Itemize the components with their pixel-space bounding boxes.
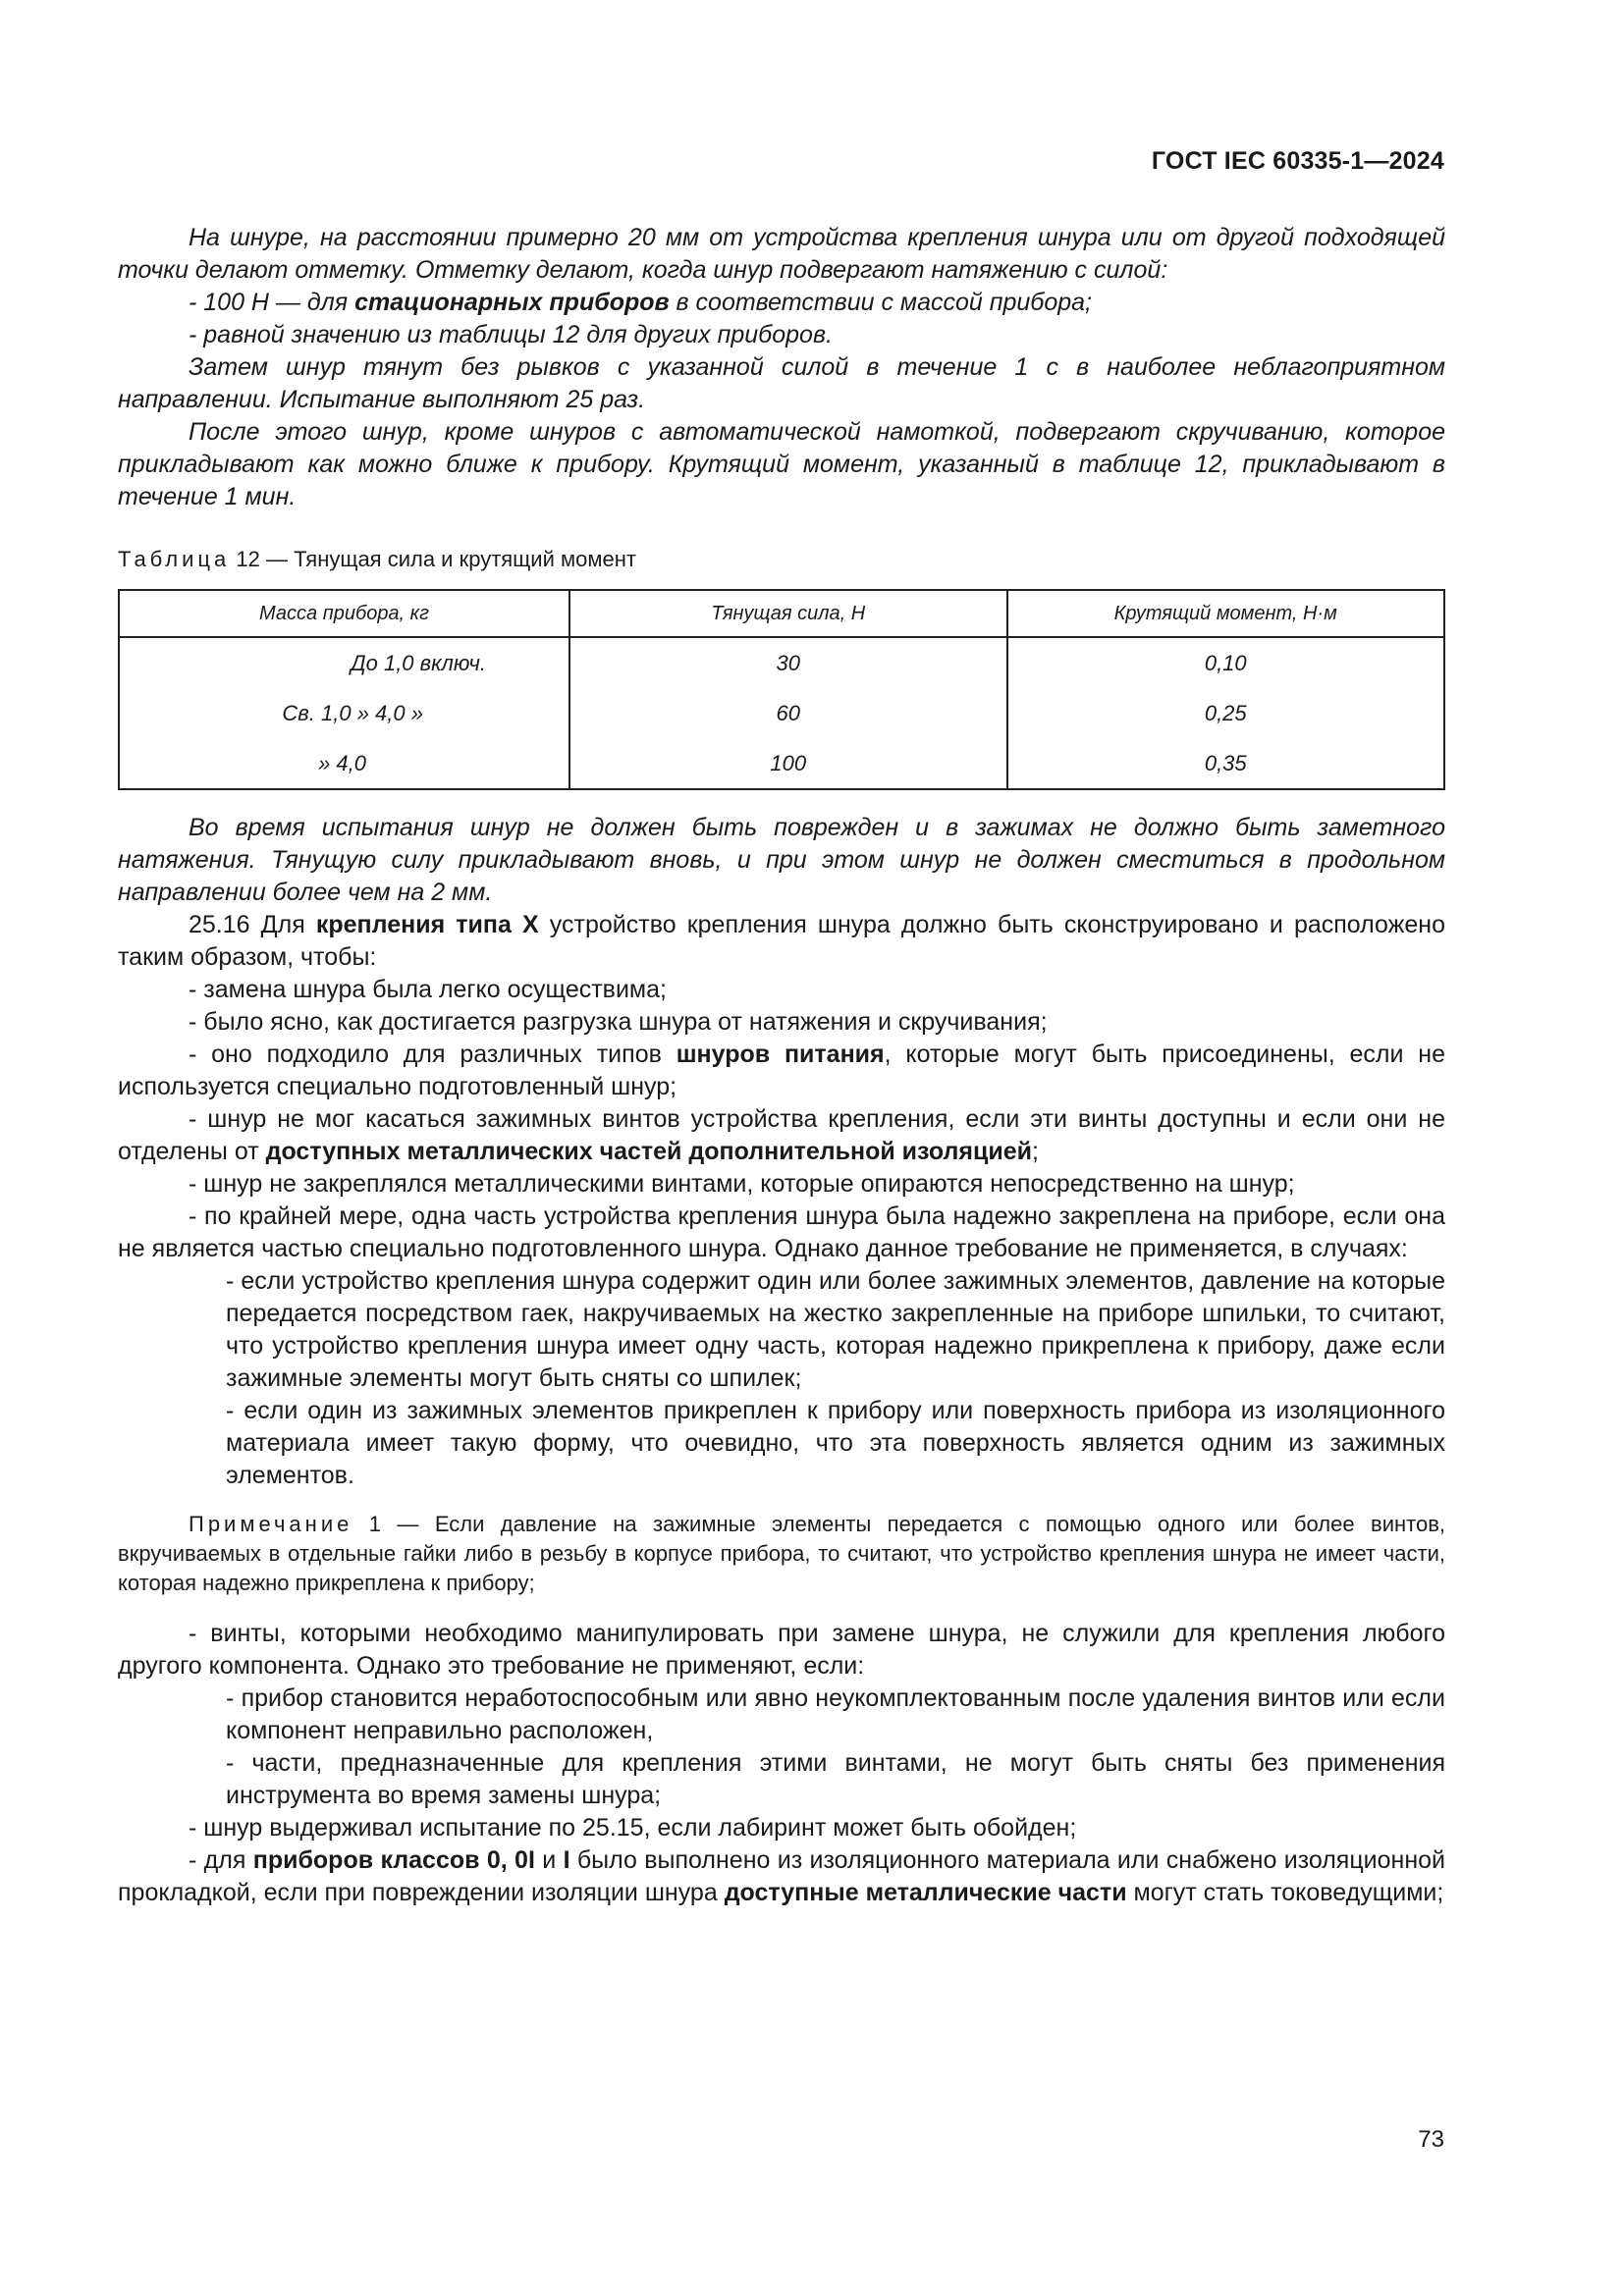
table-row	[119, 637, 1444, 688]
list-item: - шнур не закреплялся металлическими винтами, которые опираются непосредственно на шнур;	[189, 1170, 1295, 1198]
table-cell: 30	[569, 637, 1007, 688]
note-label: Примечание	[189, 1512, 353, 1536]
sub-list-item: - части, предназначенные для крепления этими винтами, не могут быть сняты без применения инструмента во время замены шнура;	[226, 1749, 1445, 1809]
page-number: 73	[1418, 2126, 1444, 2153]
clause-paragraph	[118, 909, 1445, 974]
paragraph: После этого шнур, кроме шнуров с автоматической намоткой, подвергают скручиванию, которое прикладывают как можно ближе к прибору. Крутящий момент, указанный в таблице 12, прикладывают в течение 1 мин.	[118, 418, 1445, 510]
table-row	[119, 688, 1444, 738]
term: крепления типа X	[315, 911, 539, 938]
table-row	[119, 738, 1444, 789]
sub-list-item: - если один из зажимных элементов прикреплен к прибору или поверхность прибора из изоляционного материала имеет такую форму, что очевидно, что эта поверхность является одним из зажимных элементов.	[226, 1397, 1445, 1489]
list-item	[118, 1039, 1445, 1103]
term: доступные металлические части	[724, 1879, 1127, 1906]
column-header: Крутящий момент, Н·м	[1007, 590, 1445, 637]
sub-list-item: - прибор становится неработоспособным или явно неукомплектованным после удаления винтов или если компонент неправильно расположен,	[226, 1684, 1445, 1744]
list-item: - винты, которыми необходимо манипулировать при замене шнура, не служили для крепления любого другого компонента. Однако это требование не применяют, если:	[118, 1620, 1445, 1680]
table-cell: Св. 1,0 » 4,0 »	[119, 688, 569, 738]
term: шнуров питания	[676, 1041, 885, 1068]
paragraph: Во время испытания шнур не должен быть поврежден и в зажимах не должно быть заметного натяжения. Тянущую силу прикладывают вновь, и при этом шнур не должен сместиться в продольном направлении более чем на 2 мм.	[118, 814, 1445, 906]
list-item	[118, 287, 1445, 319]
list-item: - равной значению из таблицы 12 для других приборов.	[189, 321, 833, 348]
text: и	[534, 1846, 564, 1874]
text: - шнур не мог касаться зажимных винтов устройства крепления, если эти винты доступны и если они не отделены от	[118, 1105, 1445, 1165]
column-header: Масса прибора, кг	[119, 590, 569, 637]
column-header: Тянущая сила, Н	[569, 590, 1007, 637]
table-cell: 0,10	[1007, 637, 1445, 688]
table-caption	[118, 543, 1445, 575]
note	[118, 1510, 1445, 1598]
table-cell: 60	[569, 688, 1007, 738]
text: 25.16 Для	[189, 911, 316, 938]
document-code: ГОСТ IEC 60335-1—2024	[1151, 147, 1444, 175]
text: - 100 Н — для	[189, 289, 355, 316]
list-item: - замена шнура была легко осуществима;	[189, 976, 667, 1003]
term: I	[563, 1846, 570, 1874]
table-header-row	[119, 590, 1444, 637]
table-cell: » 4,0	[119, 738, 569, 789]
text: - оно подходило для различных типов	[189, 1041, 677, 1068]
list-item: - шнур выдерживал испытание по 25.15, если лабиринт может быть обойден;	[189, 1814, 1077, 1842]
text: , которые могут быть присоединены, если не используется специально подготовленный шнур;	[118, 1041, 1446, 1100]
data-table	[118, 589, 1445, 790]
list-item: - по крайней мере, одна часть устройства крепления шнура была надежно закреплена на приборе, если она не является частью специально подготовленного шнура. Однако данное требование не применяется, в случаях:	[118, 1202, 1445, 1262]
table-cell: 0,35	[1007, 738, 1445, 789]
paragraph: На шнуре, на расстоянии примерно 20 мм от устройства крепления шнура или от другой подходящей точки делают отметку. Отметку делают, когда шнур подвергают натяжению с силой:	[118, 224, 1445, 284]
term: доступных металлических частей дополнительной изоляцией	[265, 1138, 1032, 1165]
term: приборов классов 0, 0I	[252, 1846, 535, 1874]
text: было выполнено из изоляционного материала или снабжено изоляционной прокладкой, если при повреждении изоляции шнура	[118, 1846, 1446, 1906]
table-label: Таблица	[118, 547, 231, 571]
text: в соответствии с массой прибора;	[669, 289, 1093, 316]
page-body	[118, 222, 1445, 1909]
table-cell: До 1,0 включ.	[119, 637, 569, 688]
table-cell: 100	[569, 738, 1007, 789]
table-caption-text: 12 — Тянущая сила и крутящий момент	[230, 547, 636, 571]
list-item: - было ясно, как достигается разгрузка шнура от натяжения и скручивания;	[189, 1008, 1048, 1036]
note-text: 1 — Если давление на зажимные элементы передается с помощью одного или более винтов, вкручиваемых в отдельные гайки либо в резьбу в корпусе прибора, то считают, что устройство крепления шнура не имеет части, которая надежно прикреплена к прибору;	[118, 1512, 1445, 1595]
list-item	[118, 1844, 1445, 1909]
list-item	[118, 1103, 1445, 1168]
paragraph: Затем шнур тянут без рывков с указанной силой в течение 1 с в наиболее неблагоприятном направлении. Испытание выполняют 25 раз.	[118, 353, 1445, 413]
text: могут стать токоведущими;	[1126, 1879, 1444, 1906]
text: - для	[189, 1846, 253, 1874]
table-cell: 0,25	[1007, 688, 1445, 738]
sub-list-item: - если устройство крепления шнура содержит один или более зажимных элементов, давление на которые передается посредством гаек, накручиваемых на жестко закрепленные на приборе шпильки, то считают, что устройство крепления шнура имеет одну часть, которая надежно прикреплена к прибору, даже если зажимные элементы могут быть сняты со шпилек;	[226, 1267, 1445, 1392]
term: стационарных приборов	[354, 289, 670, 316]
text: устройство крепления шнура должно быть сконструировано и расположено таким образом, чтобы:	[118, 911, 1445, 971]
text: ;	[1031, 1138, 1039, 1165]
